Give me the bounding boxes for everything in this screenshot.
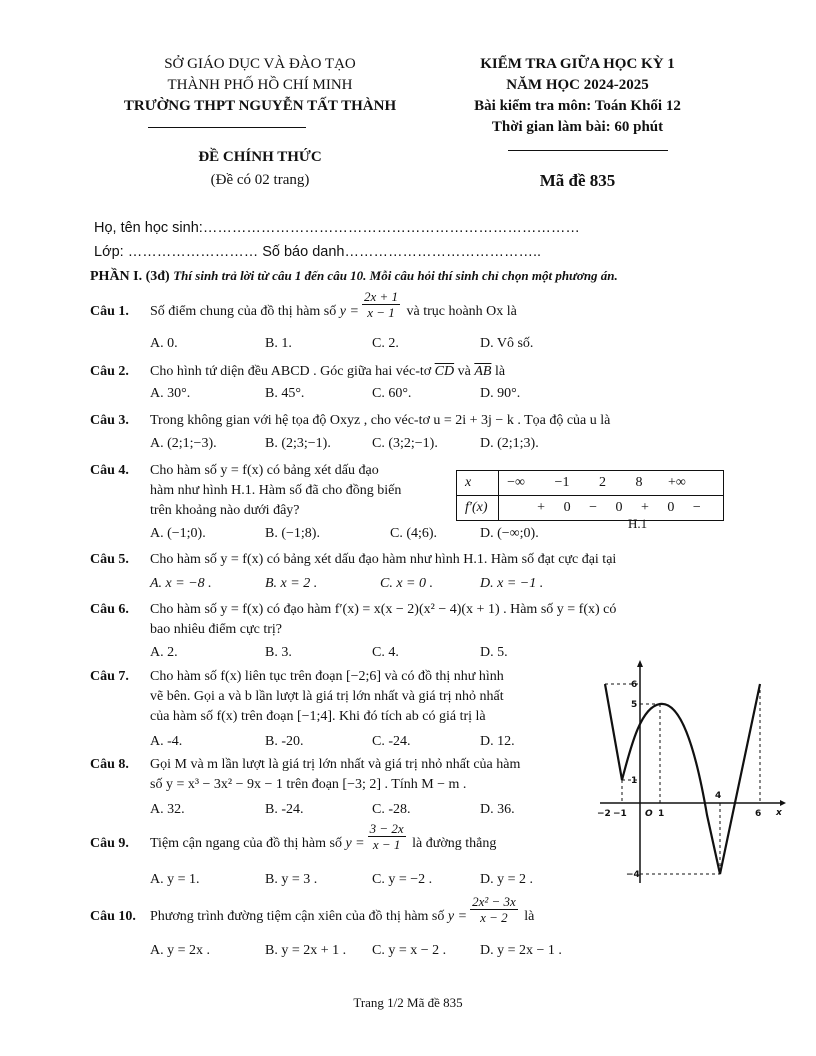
x-tick-label: −2 bbox=[597, 809, 611, 819]
answer-b[interactable]: B. y = 3 . bbox=[265, 872, 318, 887]
y-axis-arrow bbox=[637, 660, 643, 667]
section-instruction: Thí sinh trả lời từ câu 1 đến câu 10. Mỗi câu hỏi thí sinh chỉ chọn một phương án. bbox=[173, 268, 618, 283]
answer-c[interactable]: C. x = 0 . bbox=[380, 576, 433, 591]
section-heading bbox=[90, 268, 618, 285]
answer-d[interactable]: D. Vô số. bbox=[480, 336, 534, 351]
x-value: 8 bbox=[635, 475, 643, 490]
sign-value: − bbox=[589, 500, 597, 515]
answer-d[interactable]: D. 5. bbox=[480, 645, 508, 660]
answer-b[interactable]: B. -24. bbox=[265, 802, 304, 817]
answer-c[interactable]: C. -28. bbox=[372, 802, 411, 817]
question-label: Câu 10. bbox=[90, 909, 136, 924]
sign-value: + bbox=[537, 500, 546, 515]
answer-a[interactable]: A. 2. bbox=[150, 645, 178, 660]
question-text bbox=[150, 600, 616, 640]
answer-a[interactable]: A. y = 1. bbox=[150, 872, 200, 887]
subject: Bài kiểm tra môn: Toán Khối 12 bbox=[474, 98, 681, 114]
question-label: Câu 8. bbox=[90, 757, 129, 772]
x-axis-arrow bbox=[780, 800, 786, 806]
table-caption: H.1 bbox=[628, 516, 648, 531]
question-10 bbox=[90, 894, 730, 937]
answer-d[interactable]: D. y = 2x − 1 . bbox=[480, 943, 562, 958]
student-name-line: Họ, tên học sinh:…………………………………………………………………… bbox=[94, 220, 580, 236]
x-value: −1 bbox=[554, 475, 570, 490]
function-prefix: y = bbox=[345, 836, 365, 851]
answer-a[interactable]: A. 0. bbox=[150, 336, 178, 351]
answer-b[interactable]: B. x = 2 . bbox=[265, 576, 318, 591]
question-text-a: Số điểm chung của đồ thị hàm số bbox=[150, 304, 337, 319]
answer-b[interactable]: B. 3. bbox=[265, 645, 292, 660]
question-text bbox=[150, 667, 590, 727]
school-name: TRƯỜNG THPT NGUYỄN TẤT THÀNH bbox=[123, 98, 397, 114]
question-text-a: Phương trình đường tiệm cận xiên của đồ thị hàm số bbox=[150, 909, 445, 924]
question-line: Gọi M và m lần lượt là giá trị lớn nhất và giá trị nhỏ nhất của hàm bbox=[150, 757, 521, 772]
x-tick-label: 6 bbox=[755, 809, 762, 819]
question-9 bbox=[90, 821, 600, 866]
question-text-a: Cho hình tứ diện đều ABCD . Góc giữa hai véc-tơ bbox=[150, 364, 432, 379]
question-text: Cho hàm số y = f(x) có bảng xét dấu đạo hàm như hình H.1. Hàm số đạt cực đại tại bbox=[150, 552, 617, 567]
question-text bbox=[150, 289, 517, 322]
exam-title: KIỂM TRA GIỮA HỌC KỲ 1 bbox=[480, 56, 675, 72]
sign-table bbox=[456, 470, 724, 521]
question-line: hàm như hình H.1. Hàm số đã cho đồng biến bbox=[150, 483, 402, 498]
question-line: số y = x³ − 3x² − 9x − 1 trên đoạn [−3; 2] . Tính M − m . bbox=[150, 777, 467, 792]
question-label: Câu 6. bbox=[90, 602, 129, 617]
answer-c[interactable]: C. 60°. bbox=[372, 386, 412, 401]
fraction-numerator: 2x² − 3x bbox=[472, 894, 516, 910]
answer-b[interactable]: B. -20. bbox=[265, 734, 304, 749]
answer-d[interactable]: D. (−∞;0). bbox=[480, 526, 539, 541]
question-text: Trong không gian với hệ tọa độ Oxyz , cho véc-tơ u = 2i + 3j − k . Tọa độ của u là bbox=[150, 413, 611, 428]
answer-d[interactable]: D. x = −1 . bbox=[480, 576, 544, 591]
sign-value: + bbox=[640, 500, 649, 515]
y-tick-label: −4 bbox=[626, 870, 640, 880]
answer-b[interactable]: B. (−1;8). bbox=[265, 526, 320, 541]
question-text bbox=[150, 362, 505, 382]
header-right-rule bbox=[508, 150, 668, 151]
question-text-mid: và bbox=[457, 364, 471, 379]
school-year: NĂM HỌC 2024-2025 bbox=[506, 77, 649, 93]
answer-c[interactable]: C. (3;2;−1). bbox=[372, 436, 438, 451]
function-graph bbox=[595, 655, 790, 890]
answer-b[interactable]: B. y = 2x + 1 . bbox=[265, 943, 347, 958]
vector-cd: $\overline{CD}$ bbox=[434, 364, 455, 379]
official-label: ĐỀ CHÍNH THỨC bbox=[198, 149, 322, 165]
table-row bbox=[457, 471, 724, 496]
question-text bbox=[150, 894, 535, 927]
question-label: Câu 7. bbox=[90, 669, 129, 684]
fraction bbox=[362, 289, 400, 320]
answer-b[interactable]: B. (2;3;−1). bbox=[265, 436, 331, 451]
answer-d[interactable]: D. 36. bbox=[480, 802, 515, 817]
answer-a[interactable]: A. (−1;0). bbox=[150, 526, 206, 541]
question-text-b: và trục hoành Ox là bbox=[406, 304, 517, 319]
y-tick-label: 6 bbox=[631, 680, 638, 690]
x-value: −∞ bbox=[507, 475, 526, 490]
fraction-numerator: 3 − 2x bbox=[369, 821, 404, 837]
question-label: Câu 4. bbox=[90, 463, 129, 478]
answer-c[interactable]: C. 4. bbox=[372, 645, 399, 660]
question-label: Câu 9. bbox=[90, 836, 129, 851]
y-tick-label: 1 bbox=[631, 776, 638, 786]
function-prefix: y = bbox=[339, 304, 359, 319]
pages-note: (Đề có 02 trang) bbox=[210, 172, 310, 188]
x-tick-label: 4 bbox=[715, 791, 722, 801]
answer-c[interactable]: C. (4;6). bbox=[390, 526, 438, 541]
question-line: của hàm số f(x) trên đoạn [−1;4]. Khi đó tích ab có giá trị là bbox=[150, 709, 486, 724]
answer-a[interactable]: A. -4. bbox=[150, 734, 183, 749]
origin-label: O bbox=[645, 809, 653, 819]
question-label: Câu 2. bbox=[90, 364, 129, 379]
guide-lines bbox=[605, 684, 760, 874]
answer-a[interactable]: A. 30°. bbox=[150, 386, 191, 401]
header-left bbox=[95, 54, 425, 117]
fraction-denominator: x − 1 bbox=[367, 305, 395, 321]
answer-b[interactable]: B. 1. bbox=[265, 336, 292, 351]
answer-c[interactable]: C. y = −2 . bbox=[372, 872, 433, 887]
x-tick-label: −1 bbox=[613, 809, 627, 819]
question-line: trên khoảng nào dưới đây? bbox=[150, 503, 300, 518]
question-line: Cho hàm số y = f(x) có bảng xét dấu đạo bbox=[150, 463, 379, 478]
header-right bbox=[445, 54, 710, 138]
graph-curve bbox=[605, 684, 760, 874]
function-prefix: y = bbox=[447, 909, 468, 924]
question-1 bbox=[90, 289, 730, 340]
table-cell bbox=[499, 471, 724, 496]
fraction-numerator: 2x + 1 bbox=[363, 289, 398, 305]
question-line: vẽ bên. Gọi a và b lần lượt là giá trị lớn nhất và giá trị nhỏ nhất bbox=[150, 689, 504, 704]
question-text bbox=[150, 461, 401, 521]
answer-d[interactable]: D. 12. bbox=[480, 734, 515, 749]
sign-value: 0 bbox=[615, 500, 623, 515]
fraction bbox=[470, 894, 518, 925]
question-text bbox=[150, 755, 590, 795]
table-cell: x bbox=[457, 471, 499, 496]
duration: Thời gian làm bài: 60 phút bbox=[491, 119, 664, 135]
answer-c[interactable]: C. y = x − 2 . bbox=[372, 943, 447, 958]
sign-value: 0 bbox=[563, 500, 571, 515]
answer-c[interactable]: C. -24. bbox=[372, 734, 411, 749]
section-title: PHẦN I. (3đ) bbox=[90, 269, 170, 284]
x-value: 2 bbox=[598, 475, 606, 490]
answer-b[interactable]: B. 45°. bbox=[265, 386, 305, 401]
x-tick-label: 1 bbox=[658, 809, 665, 819]
x-axis-label: x bbox=[776, 808, 782, 818]
question-line: Cho hàm số f(x) liên tục trên đoạn [−2;6] và có đồ thị như hình bbox=[150, 669, 504, 684]
answer-a[interactable]: A. x = −8 . bbox=[150, 576, 212, 591]
question-line: Cho hàm số y = f(x) có đạo hàm f′(x) = x(x − 2)(x² − 4)(x + 1) . Hàm số y = f(x) có bbox=[150, 602, 617, 617]
header-left-rule bbox=[148, 127, 306, 128]
fraction-denominator: x − 1 bbox=[372, 837, 401, 853]
question-label: Câu 3. bbox=[90, 413, 129, 428]
page-footer: Trang 1/2 Mã đề 835 bbox=[353, 995, 463, 1010]
table-cell: f′(x) bbox=[457, 496, 499, 521]
y-tick-label: 5 bbox=[631, 700, 638, 710]
exam-code: Mã đề 835 bbox=[539, 171, 616, 190]
fraction bbox=[368, 821, 406, 852]
question-text-b: là bbox=[524, 909, 535, 924]
fraction-denominator: x − 2 bbox=[480, 910, 508, 926]
question-label: Câu 5. bbox=[90, 552, 129, 567]
question-text-end: là bbox=[494, 364, 506, 379]
question-text-b: là đường thẳng bbox=[412, 836, 497, 851]
question-label: Câu 1. bbox=[90, 304, 129, 319]
vector-ab: $\overline{AB}$ bbox=[474, 364, 492, 379]
student-class-line: Lớp: ……………………… Số báo danh………………………………….. bbox=[94, 244, 542, 260]
sign-value: − bbox=[692, 500, 701, 515]
question-line: bao nhiêu điểm cực trị? bbox=[150, 622, 282, 637]
question-text-a: Tiệm cận ngang của đồ thị hàm số bbox=[150, 836, 342, 851]
table-row bbox=[457, 496, 724, 521]
answer-a[interactable]: A. y = 2x . bbox=[150, 943, 211, 958]
answer-c[interactable]: C. 2. bbox=[372, 336, 399, 351]
dept-name: SỞ GIÁO DỤC VÀ ĐÀO TẠO bbox=[164, 56, 356, 72]
x-value: +∞ bbox=[667, 475, 686, 490]
answer-a[interactable]: A. 32. bbox=[150, 802, 185, 817]
answer-a[interactable]: A. (2;1;−3). bbox=[150, 436, 217, 451]
answer-d[interactable]: D. 90°. bbox=[480, 386, 521, 401]
table-cell bbox=[499, 496, 724, 521]
answer-d[interactable]: D. y = 2 . bbox=[480, 872, 534, 887]
city-name: THÀNH PHỐ HỒ CHÍ MINH bbox=[167, 77, 353, 93]
sign-value: 0 bbox=[667, 500, 675, 515]
question-text bbox=[150, 821, 497, 854]
answer-d[interactable]: D. (2;1;3). bbox=[480, 436, 539, 451]
